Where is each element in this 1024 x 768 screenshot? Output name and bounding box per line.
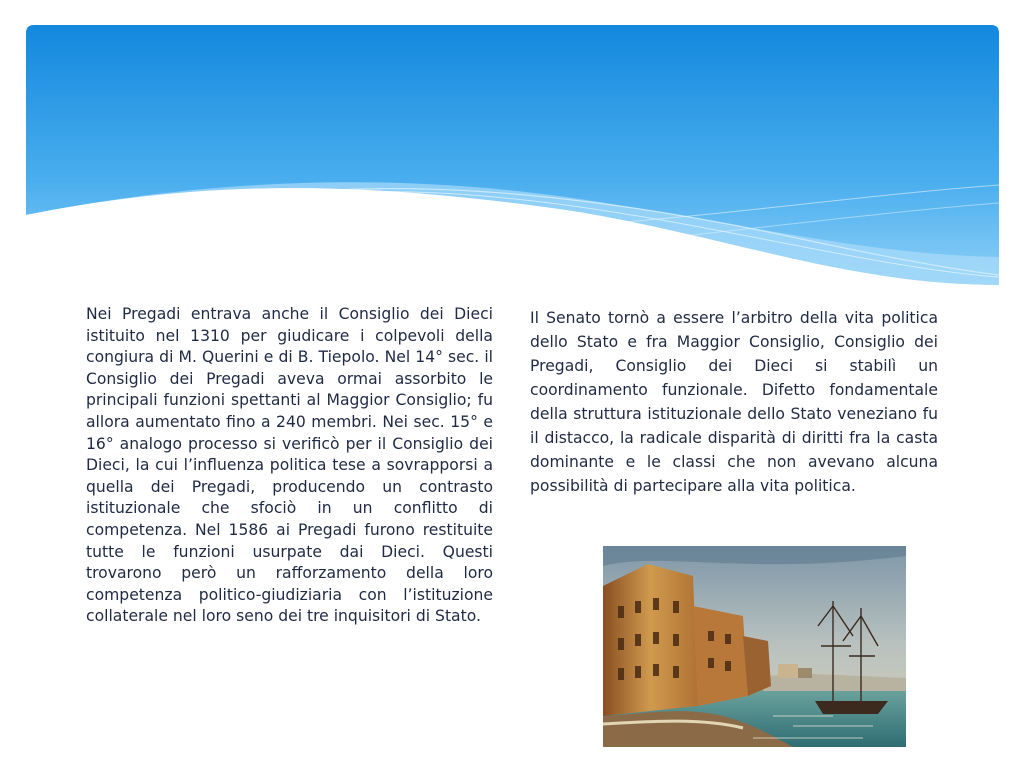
left-paragraph: Nei Pregadi entrava anche il Consiglio dei Dieci istituito nel 1310 per giudicare i colpevoli della congiura di M. Querini e di B. Tiepolo. Nel 14° sec. il Consiglio dei Pregadi aveva ormai assorbito le principali funzioni spettanti al Maggior Consiglio; fu allora aumentato fino a 240 membri. Nei sec. 15° e 16° analogo processo si verificò per il Consiglio dei Dieci, la cui l’influenza politica tese a sovrapporsi a quella dei Pregadi, producendo un contrasto istituzionale che sfociò in un conflitto di competenza. Nel 1586 ai Pregadi furono restituite tutte le funzioni usurpate dai Dieci. Questi trovarono però un rafforzamento della loro competenza politico-giudiziaria con l’istituzione collaterale nel loro seno dei tre inquisitori di Stato. xyxy=(86,305,493,626)
right-paragraph: Il Senato tornò a essere l’arbitro della vita politica dello Stato e fra Maggior Consiglio, Consiglio dei Pregadi, Consiglio dei Dieci si stabilì un coordinamento funzionale. Difetto fondamentale della struttura istituzionale dello Stato veneziano fu il distacco, la radicale disparità di diritti fra la casta dominante e le classi che non avevano alcuna possibilità di partecipare alla vita politica. xyxy=(530,309,938,495)
header-wave-banner xyxy=(26,25,999,285)
venice-painting-image xyxy=(603,546,906,747)
